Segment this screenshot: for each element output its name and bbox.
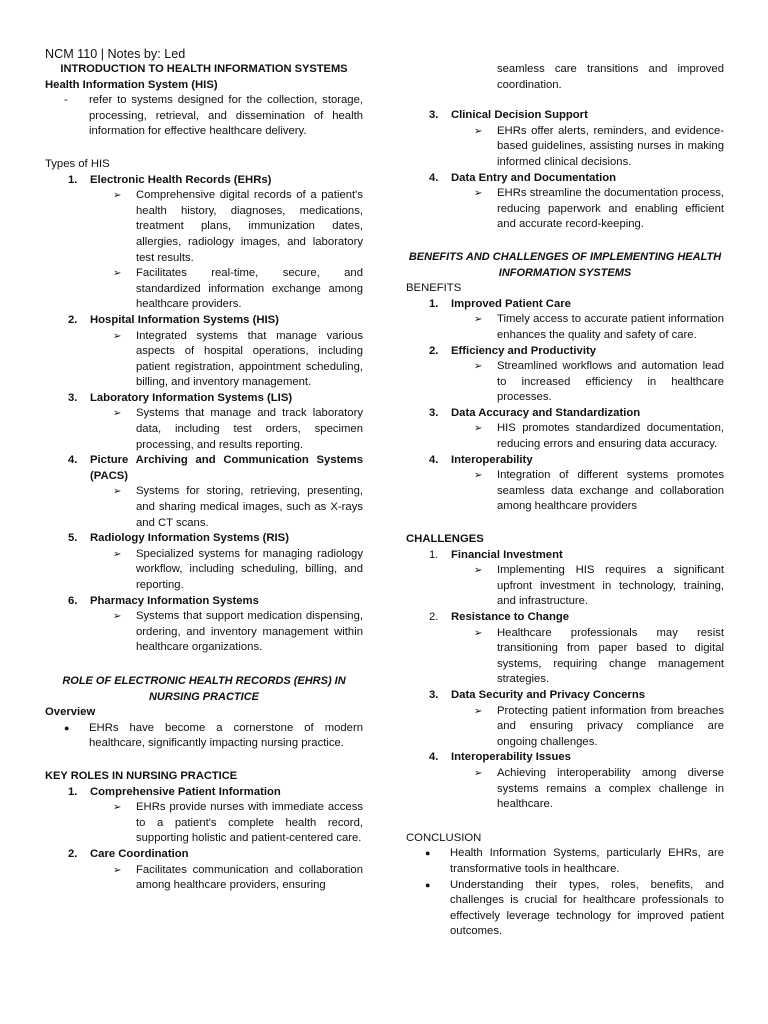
type-point <box>45 484 363 531</box>
arrow-bullet-icon: ➢ <box>474 125 483 137</box>
item-title: Improved Patient Care <box>451 297 571 310</box>
item-number: 2. <box>68 313 78 326</box>
arrow-bullet-icon: ➢ <box>113 802 122 814</box>
item-number: 4. <box>429 453 439 466</box>
point-text: Comprehensive digital records of a patient's health history, diagnoses, medications, treatment plans, immunization dates, allergies, radiology images, and laboratory test results. <box>136 189 363 264</box>
benefit-point <box>406 468 724 515</box>
point-text: Understanding their types, roles, benefits, and challenges is crucial for healthcare professionals to effectively leverage technology for improved patient outcomes. <box>450 878 724 938</box>
conclusion-point <box>406 878 724 940</box>
role-item-4 <box>406 171 724 187</box>
point-text-part-1: Facilitates communication and collaboration among healthcare providers, ensuring <box>136 863 363 892</box>
item-title: Comprehensive Patient Information <box>90 785 281 798</box>
arrow-bullet-icon: ➢ <box>113 864 122 876</box>
item-number: 4. <box>68 454 78 467</box>
point-text: Streamlined workflows and automation lead to increased efficiency in healthcare processes. <box>497 360 724 404</box>
conclusion-point <box>406 846 724 877</box>
arrow-bullet-icon: ➢ <box>474 188 483 200</box>
left-column <box>45 0 363 894</box>
arrow-bullet-icon: ➢ <box>474 627 483 639</box>
conclusion-label: CONCLUSION <box>406 831 482 844</box>
benefit-point <box>406 359 724 406</box>
point-text: Healthcare professionals may resist transitioning from paper based to digital systems, requiring change management strategies. <box>497 626 724 686</box>
item-number: 2. <box>68 847 78 860</box>
overview-point <box>45 721 363 752</box>
type-item-4 <box>45 453 363 484</box>
challenge-point <box>406 766 724 813</box>
point-text: Health Information Systems, particularly EHRs, are transformative tools in healthcare. <box>450 847 724 875</box>
type-item-5 <box>45 531 363 547</box>
benefit-point <box>406 312 724 343</box>
arrow-bullet-icon: ➢ <box>113 268 122 280</box>
item-title: Pharmacy Information Systems <box>90 594 259 607</box>
item-number: 5. <box>68 532 78 545</box>
item-title: Data Security and Privacy Concerns <box>451 688 646 701</box>
point-text: Integrated systems that manage various aspects of hospital operations, including patient registration, appointment scheduling, billing, and inventory management. <box>136 329 363 389</box>
challenge-item-4 <box>406 750 724 766</box>
benefit-item-1 <box>406 297 724 313</box>
item-number: 6. <box>68 594 78 607</box>
role-point <box>406 186 724 233</box>
type-item-6 <box>45 594 363 610</box>
point-text: Facilitates real-time, secure, and standardized information exchange among healthcare providers. <box>136 267 363 311</box>
item-number: 4. <box>429 171 439 184</box>
point-text-part-2: seamless care transitions and improved coordination. <box>497 63 724 91</box>
types-label: Types of HIS <box>45 157 110 170</box>
item-title: Clinical Decision Support <box>451 109 588 122</box>
overview-text: EHRs have become a cornerstone of modern healthcare, significantly impacting nursing practice. <box>89 721 363 750</box>
benefits-label: BENEFITS <box>406 282 462 295</box>
item-title: Data Entry and Documentation <box>451 171 617 184</box>
item-title: Laboratory Information Systems (LIS) <box>90 391 293 404</box>
item-title: Interoperability Issues <box>451 751 571 764</box>
type-item-2 <box>45 313 363 329</box>
item-title: Radiology Information Systems (RIS) <box>90 532 289 545</box>
ehr-role-title: ROLE OF ELECTRONIC HEALTH RECORDS (EHRS) IN NURSING PRACTICE <box>62 674 346 703</box>
point-text: Timely access to accurate patient information enhances the quality and safety of care. <box>497 313 724 341</box>
arrow-bullet-icon: ➢ <box>113 330 122 342</box>
item-title: Hospital Information Systems (HIS) <box>90 313 279 326</box>
item-title: Care Coordination <box>90 847 189 860</box>
item-number: 3. <box>429 406 439 419</box>
role-item-1 <box>45 785 363 801</box>
arrow-bullet-icon: ➢ <box>113 408 122 420</box>
item-number: 2. <box>429 344 439 357</box>
point-text: Implementing HIS requires a significant upfront investment in technology, training, and infrastructure. <box>497 564 724 608</box>
his-definition <box>45 93 363 140</box>
challenge-item-2 <box>406 610 724 626</box>
arrow-bullet-icon: ➢ <box>113 190 122 202</box>
item-number: 3. <box>429 688 439 701</box>
arrow-bullet-icon: ➢ <box>474 314 483 326</box>
challenge-item-1 <box>406 548 724 564</box>
point-text: Specialized systems for managing radiology workflow, including scheduling, billing, and reporting. <box>136 547 363 591</box>
challenge-point <box>406 626 724 688</box>
role-point-continued <box>406 62 724 93</box>
item-number: 1. <box>429 297 439 310</box>
item-number: 1. <box>68 173 78 186</box>
role-point <box>406 124 724 171</box>
arrow-bullet-icon: ➢ <box>474 361 483 373</box>
point-text: EHRs provide nurses with immediate access to a patient's complete health record, supporting holistic and patient-centered care. <box>136 801 363 845</box>
intro-title: INTRODUCTION TO HEALTH INFORMATION SYSTEMS <box>60 63 348 75</box>
point-text: Systems for storing, retrieving, presenting, and sharing medical images, such as X-rays and CT scans. <box>136 485 363 529</box>
type-point <box>45 329 363 391</box>
item-title: Electronic Health Records (EHRs) <box>90 173 272 186</box>
right-column <box>406 0 724 940</box>
point-text: HIS promotes standardized documentation, reducing errors and ensuring data accuracy. <box>497 422 724 451</box>
role-item-3 <box>406 108 724 124</box>
arrow-bullet-icon: ➢ <box>113 611 122 623</box>
role-point <box>45 800 363 847</box>
point-text: Systems that manage and track laboratory data, including test orders, specimen processing, and results reporting. <box>136 407 363 451</box>
point-text: Protecting patient information from breaches and ensuring privacy compliance are ongoing challenges. <box>497 704 724 748</box>
key-roles-label: KEY ROLES IN NURSING PRACTICE <box>45 769 238 782</box>
his-term: Health Information System (HIS) <box>45 78 218 91</box>
item-title: Interoperability <box>451 453 533 466</box>
bullet-icon: ● <box>425 879 431 890</box>
point-text: EHRs offer alerts, reminders, and evidence-based guidelines, assisting nurses in making informed clinical decisions. <box>497 124 724 168</box>
type-item-3 <box>45 391 363 407</box>
item-number: 1. <box>68 785 78 798</box>
benefit-point <box>406 421 724 452</box>
item-title: Picture Archiving and Communication Systems (PACS) <box>90 454 363 482</box>
page-header: NCM 110 | Notes by: Led <box>45 47 186 61</box>
point-text: EHRs streamline the documentation process, reducing paperwork and enabling efficient and accurate record-keeping. <box>497 187 724 231</box>
benefit-item-3 <box>406 406 724 422</box>
type-point <box>45 188 363 266</box>
arrow-bullet-icon: ➢ <box>474 423 483 435</box>
item-title: Financial Investment <box>451 548 563 561</box>
item-number: 3. <box>68 391 78 404</box>
point-text: Integration of different systems promotes seamless data exchange and collaboration among healthcare providers <box>497 469 724 513</box>
challenges-label: CHALLENGES <box>406 533 484 546</box>
point-text: Systems that support medication dispensing, ordering, and inventory management within healthcare organizations. <box>136 610 363 654</box>
item-number: 4. <box>429 751 439 764</box>
arrow-bullet-icon: ➢ <box>113 548 122 560</box>
arrow-bullet-icon: ➢ <box>474 705 483 717</box>
item-number: 2. <box>429 611 439 623</box>
item-title: Efficiency and Productivity <box>451 344 597 357</box>
arrow-bullet-icon: ➢ <box>113 486 122 498</box>
his-definition-text: refer to systems designed for the collection, storage, processing, retrieval, and dissemination of health information for effective healthcare delivery. <box>89 94 363 138</box>
challenge-point <box>406 704 724 751</box>
item-title: Resistance to Change <box>451 611 570 623</box>
arrow-bullet-icon: ➢ <box>474 470 483 482</box>
benefit-item-4 <box>406 453 724 469</box>
item-number: 3. <box>429 109 439 122</box>
type-point <box>45 609 363 656</box>
type-point <box>45 547 363 594</box>
dash-marker: - <box>64 94 68 107</box>
benefits-challenges-title: BENEFITS AND CHALLENGES OF IMPLEMENTING HEALTH INFORMATION SYSTEMS <box>408 250 722 279</box>
item-title: Data Accuracy and Standardization <box>451 406 641 419</box>
type-point <box>45 406 363 453</box>
challenge-point <box>406 563 724 610</box>
bullet-icon: ● <box>425 848 431 859</box>
type-point <box>45 266 363 313</box>
arrow-bullet-icon: ➢ <box>474 767 483 779</box>
item-number: 1. <box>429 548 439 561</box>
bullet-icon: ● <box>64 722 70 733</box>
role-point <box>45 863 363 894</box>
challenge-item-3 <box>406 688 724 704</box>
overview-label: Overview <box>45 706 96 719</box>
benefit-item-2 <box>406 344 724 360</box>
role-item-2 <box>45 847 363 863</box>
point-text: Achieving interoperability among diverse systems remains a complex challenge in healthcare. <box>497 766 724 811</box>
arrow-bullet-icon: ➢ <box>474 565 483 577</box>
type-item-1 <box>45 173 363 189</box>
